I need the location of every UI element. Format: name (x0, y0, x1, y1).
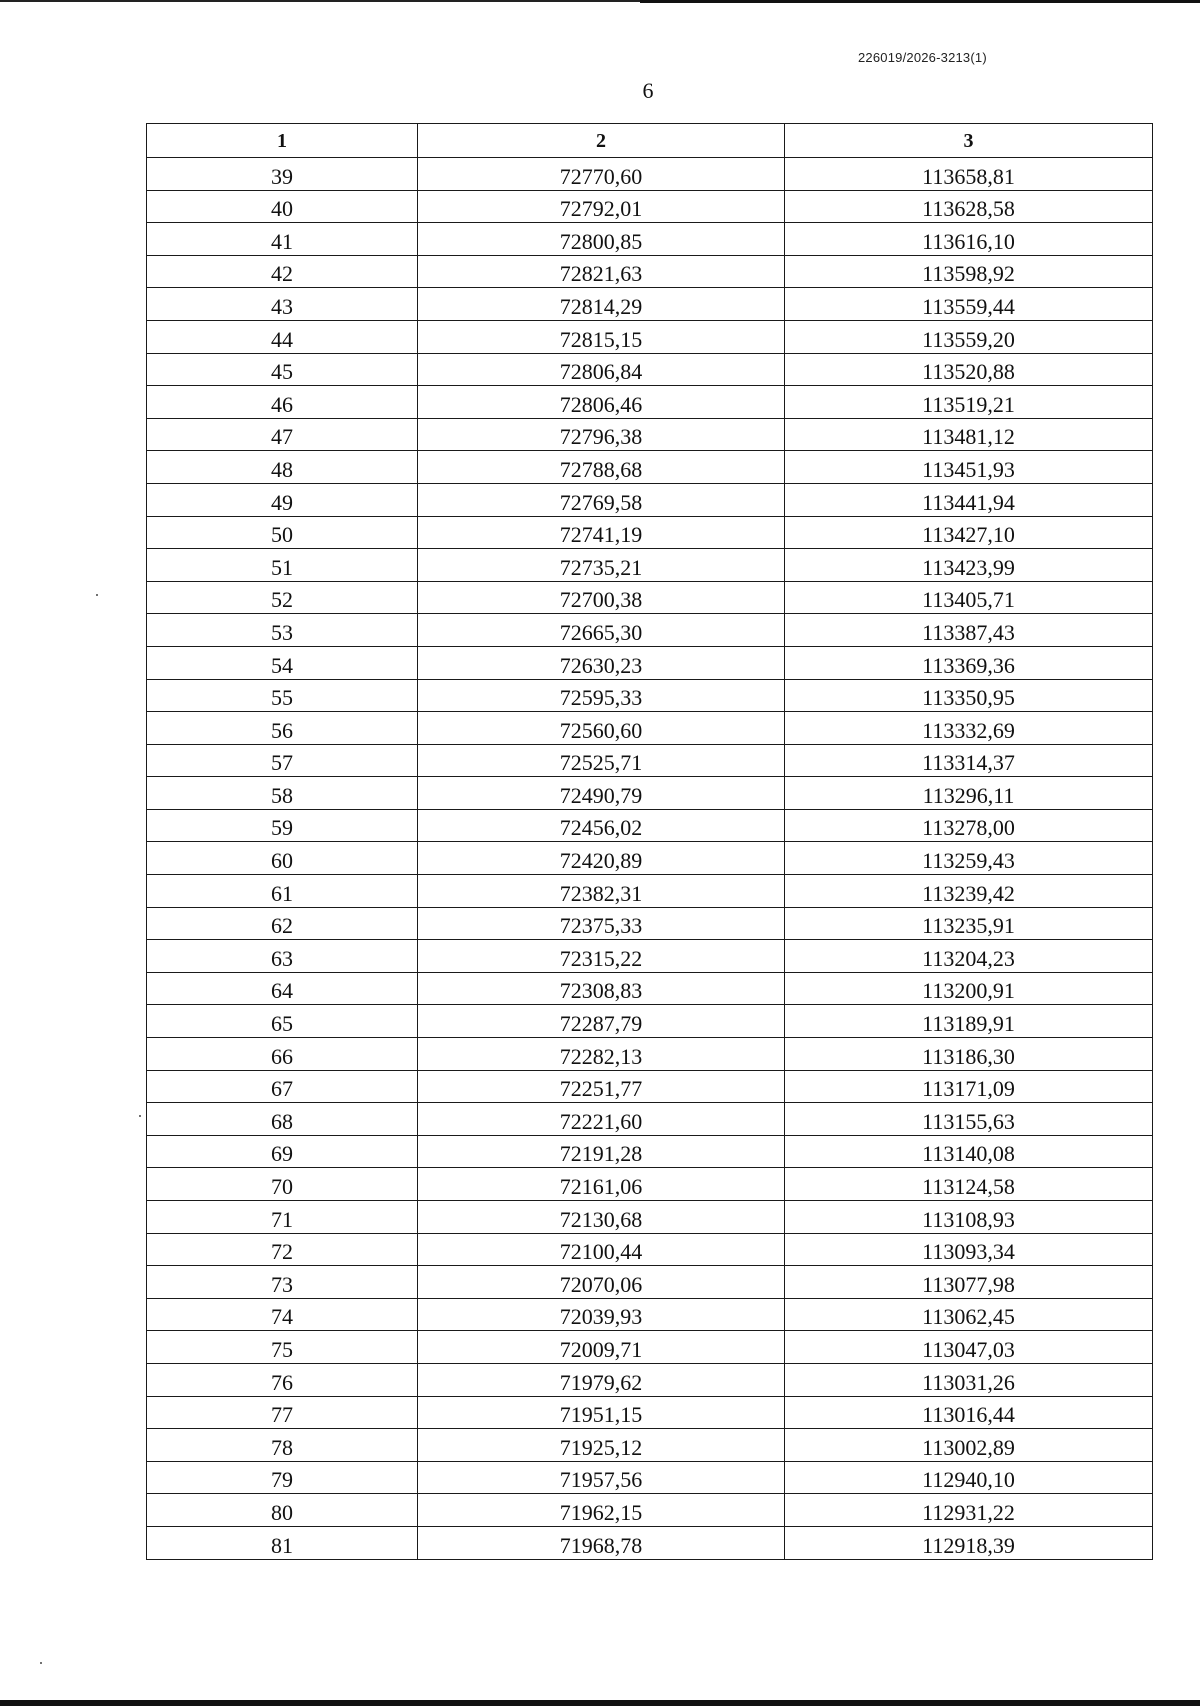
table-row (147, 190, 1153, 223)
cell-x-coordinate: 72130,68 (418, 1201, 785, 1234)
cell-point-number: 65 (147, 1005, 418, 1038)
cell-x-coordinate: 71968,78 (418, 1526, 785, 1559)
cell-x-coordinate: 72814,29 (418, 288, 785, 321)
cell-x-coordinate: 72665,30 (418, 614, 785, 647)
cell-point-number: 62 (147, 907, 418, 940)
cell-y-coordinate: 113314,37 (785, 744, 1153, 777)
cell-x-coordinate: 72821,63 (418, 255, 785, 288)
cell-point-number: 47 (147, 418, 418, 451)
cell-y-coordinate: 113628,58 (785, 190, 1153, 223)
cell-point-number: 49 (147, 483, 418, 516)
cell-x-coordinate: 72796,38 (418, 418, 785, 451)
table-row (147, 516, 1153, 549)
cell-x-coordinate: 72770,60 (418, 158, 785, 191)
cell-y-coordinate: 113481,12 (785, 418, 1153, 451)
table-row (147, 1038, 1153, 1071)
table-row (147, 223, 1153, 256)
cell-x-coordinate: 71925,12 (418, 1429, 785, 1462)
table-row (147, 158, 1153, 191)
cell-x-coordinate: 72560,60 (418, 712, 785, 745)
cell-point-number: 60 (147, 842, 418, 875)
table-row (147, 451, 1153, 484)
cell-y-coordinate: 113441,94 (785, 483, 1153, 516)
cell-point-number: 73 (147, 1266, 418, 1299)
cell-x-coordinate: 72251,77 (418, 1070, 785, 1103)
cell-y-coordinate: 113200,91 (785, 972, 1153, 1005)
table-row (147, 549, 1153, 582)
column-header-y: 3 (785, 124, 1153, 158)
table-row (147, 581, 1153, 614)
cell-x-coordinate: 72741,19 (418, 516, 785, 549)
scan-speck (139, 1115, 141, 1117)
cell-x-coordinate: 72792,01 (418, 190, 785, 223)
table-row (147, 320, 1153, 353)
document-registration-number: 226019/2026-3213(1) (858, 50, 987, 65)
cell-point-number: 79 (147, 1461, 418, 1494)
cell-point-number: 53 (147, 614, 418, 647)
cell-x-coordinate: 72769,58 (418, 483, 785, 516)
cell-x-coordinate: 72525,71 (418, 744, 785, 777)
cell-y-coordinate: 113616,10 (785, 223, 1153, 256)
table-row (147, 1168, 1153, 1201)
cell-y-coordinate: 113239,42 (785, 875, 1153, 908)
cell-y-coordinate: 113140,08 (785, 1135, 1153, 1168)
table-row (147, 907, 1153, 940)
cell-y-coordinate: 113296,11 (785, 777, 1153, 810)
cell-x-coordinate: 72382,31 (418, 875, 785, 908)
cell-y-coordinate: 113559,20 (785, 320, 1153, 353)
cell-x-coordinate: 72282,13 (418, 1038, 785, 1071)
cell-y-coordinate: 113451,93 (785, 451, 1153, 484)
cell-point-number: 43 (147, 288, 418, 321)
table-row (147, 1298, 1153, 1331)
cell-point-number: 66 (147, 1038, 418, 1071)
page-number: 6 (642, 78, 654, 103)
cell-y-coordinate: 113259,43 (785, 842, 1153, 875)
coordinates-table-body (147, 158, 1153, 1560)
cell-point-number: 61 (147, 875, 418, 908)
table-row (147, 1103, 1153, 1136)
table-row (147, 1494, 1153, 1527)
cell-point-number: 51 (147, 549, 418, 582)
table-row (147, 1363, 1153, 1396)
cell-y-coordinate: 113031,26 (785, 1363, 1153, 1396)
table-row (147, 679, 1153, 712)
cell-x-coordinate: 72315,22 (418, 940, 785, 973)
cell-point-number: 50 (147, 516, 418, 549)
cell-point-number: 46 (147, 386, 418, 419)
cell-point-number: 81 (147, 1526, 418, 1559)
table-row (147, 875, 1153, 908)
cell-y-coordinate: 113002,89 (785, 1429, 1153, 1462)
cell-y-coordinate: 112940,10 (785, 1461, 1153, 1494)
table-row (147, 288, 1153, 321)
cell-x-coordinate: 72308,83 (418, 972, 785, 1005)
cell-point-number: 57 (147, 744, 418, 777)
cell-point-number: 74 (147, 1298, 418, 1331)
scan-speck (40, 1662, 42, 1664)
cell-y-coordinate: 113559,44 (785, 288, 1153, 321)
cell-x-coordinate: 72630,23 (418, 646, 785, 679)
cell-y-coordinate: 113369,36 (785, 646, 1153, 679)
cell-y-coordinate: 113658,81 (785, 158, 1153, 191)
table-row (147, 1266, 1153, 1299)
cell-y-coordinate: 112918,39 (785, 1526, 1153, 1559)
cell-x-coordinate: 72161,06 (418, 1168, 785, 1201)
cell-x-coordinate: 72039,93 (418, 1298, 785, 1331)
cell-point-number: 69 (147, 1135, 418, 1168)
cell-x-coordinate: 71979,62 (418, 1363, 785, 1396)
cell-x-coordinate: 72490,79 (418, 777, 785, 810)
cell-x-coordinate: 72287,79 (418, 1005, 785, 1038)
cell-point-number: 58 (147, 777, 418, 810)
table-row (147, 1233, 1153, 1266)
cell-point-number: 54 (147, 646, 418, 679)
cell-point-number: 72 (147, 1233, 418, 1266)
column-header-point-number: 1 (147, 124, 418, 158)
cell-y-coordinate: 113108,93 (785, 1201, 1153, 1234)
cell-y-coordinate: 113186,30 (785, 1038, 1153, 1071)
top-scan-edge-line-bold (640, 0, 1200, 3)
cell-point-number: 67 (147, 1070, 418, 1103)
cell-y-coordinate: 113278,00 (785, 809, 1153, 842)
coordinates-table-header (147, 124, 1153, 158)
cell-point-number: 39 (147, 158, 418, 191)
cell-point-number: 71 (147, 1201, 418, 1234)
cell-y-coordinate: 113519,21 (785, 386, 1153, 419)
cell-point-number: 80 (147, 1494, 418, 1527)
cell-y-coordinate: 113016,44 (785, 1396, 1153, 1429)
table-row (147, 1526, 1153, 1559)
cell-x-coordinate: 72375,33 (418, 907, 785, 940)
table-row (147, 483, 1153, 516)
cell-point-number: 42 (147, 255, 418, 288)
table-row (147, 712, 1153, 745)
cell-x-coordinate: 72815,15 (418, 320, 785, 353)
cell-x-coordinate: 72800,85 (418, 223, 785, 256)
cell-y-coordinate: 113423,99 (785, 549, 1153, 582)
cell-point-number: 77 (147, 1396, 418, 1429)
cell-point-number: 59 (147, 809, 418, 842)
cell-x-coordinate: 71962,15 (418, 1494, 785, 1527)
table-row (147, 842, 1153, 875)
coordinates-table (146, 123, 1153, 1560)
table-row (147, 614, 1153, 647)
cell-x-coordinate: 71957,56 (418, 1461, 785, 1494)
cell-y-coordinate: 113427,10 (785, 516, 1153, 549)
cell-point-number: 48 (147, 451, 418, 484)
cell-y-coordinate: 112931,22 (785, 1494, 1153, 1527)
cell-y-coordinate: 113124,58 (785, 1168, 1153, 1201)
cell-x-coordinate: 72009,71 (418, 1331, 785, 1364)
cell-y-coordinate: 113047,03 (785, 1331, 1153, 1364)
cell-y-coordinate: 113350,95 (785, 679, 1153, 712)
table-row (147, 1135, 1153, 1168)
table-row (147, 940, 1153, 973)
cell-y-coordinate: 113405,71 (785, 581, 1153, 614)
cell-point-number: 75 (147, 1331, 418, 1364)
table-row (147, 744, 1153, 777)
column-header-x: 2 (418, 124, 785, 158)
table-row (147, 777, 1153, 810)
cell-x-coordinate: 71951,15 (418, 1396, 785, 1429)
cell-x-coordinate: 72070,06 (418, 1266, 785, 1299)
table-row (147, 1461, 1153, 1494)
cell-x-coordinate: 72100,44 (418, 1233, 785, 1266)
table-row (147, 1429, 1153, 1462)
cell-y-coordinate: 113387,43 (785, 614, 1153, 647)
cell-y-coordinate: 113093,34 (785, 1233, 1153, 1266)
cell-x-coordinate: 72735,21 (418, 549, 785, 582)
cell-point-number: 68 (147, 1103, 418, 1136)
cell-point-number: 44 (147, 320, 418, 353)
cell-y-coordinate: 113062,45 (785, 1298, 1153, 1331)
table-row (147, 386, 1153, 419)
header-row (147, 124, 1153, 158)
cell-y-coordinate: 113171,09 (785, 1070, 1153, 1103)
cell-point-number: 40 (147, 190, 418, 223)
cell-point-number: 78 (147, 1429, 418, 1462)
cell-y-coordinate: 113155,63 (785, 1103, 1153, 1136)
table-row (147, 1201, 1153, 1234)
cell-y-coordinate: 113077,98 (785, 1266, 1153, 1299)
table-row (147, 1005, 1153, 1038)
cell-x-coordinate: 72806,46 (418, 386, 785, 419)
table-row (147, 1396, 1153, 1429)
cell-point-number: 41 (147, 223, 418, 256)
table-row (147, 972, 1153, 1005)
cell-y-coordinate: 113235,91 (785, 907, 1153, 940)
table-row (147, 1070, 1153, 1103)
table-row (147, 418, 1153, 451)
cell-point-number: 63 (147, 940, 418, 973)
cell-x-coordinate: 72700,38 (418, 581, 785, 614)
table-row (147, 255, 1153, 288)
cell-x-coordinate: 72788,68 (418, 451, 785, 484)
cell-point-number: 45 (147, 353, 418, 386)
table-row (147, 353, 1153, 386)
cell-x-coordinate: 72191,28 (418, 1135, 785, 1168)
cell-y-coordinate: 113332,69 (785, 712, 1153, 745)
bottom-scan-edge-line (0, 1700, 1200, 1706)
table-row (147, 809, 1153, 842)
cell-point-number: 52 (147, 581, 418, 614)
cell-x-coordinate: 72420,89 (418, 842, 785, 875)
cell-x-coordinate: 72806,84 (418, 353, 785, 386)
cell-y-coordinate: 113598,92 (785, 255, 1153, 288)
cell-y-coordinate: 113204,23 (785, 940, 1153, 973)
table-row (147, 1331, 1153, 1364)
cell-point-number: 64 (147, 972, 418, 1005)
cell-x-coordinate: 72221,60 (418, 1103, 785, 1136)
cell-y-coordinate: 113189,91 (785, 1005, 1153, 1038)
cell-x-coordinate: 72456,02 (418, 809, 785, 842)
cell-point-number: 56 (147, 712, 418, 745)
cell-x-coordinate: 72595,33 (418, 679, 785, 712)
cell-point-number: 70 (147, 1168, 418, 1201)
scan-speck (96, 594, 98, 596)
cell-y-coordinate: 113520,88 (785, 353, 1153, 386)
cell-point-number: 76 (147, 1363, 418, 1396)
table-row (147, 646, 1153, 679)
cell-point-number: 55 (147, 679, 418, 712)
